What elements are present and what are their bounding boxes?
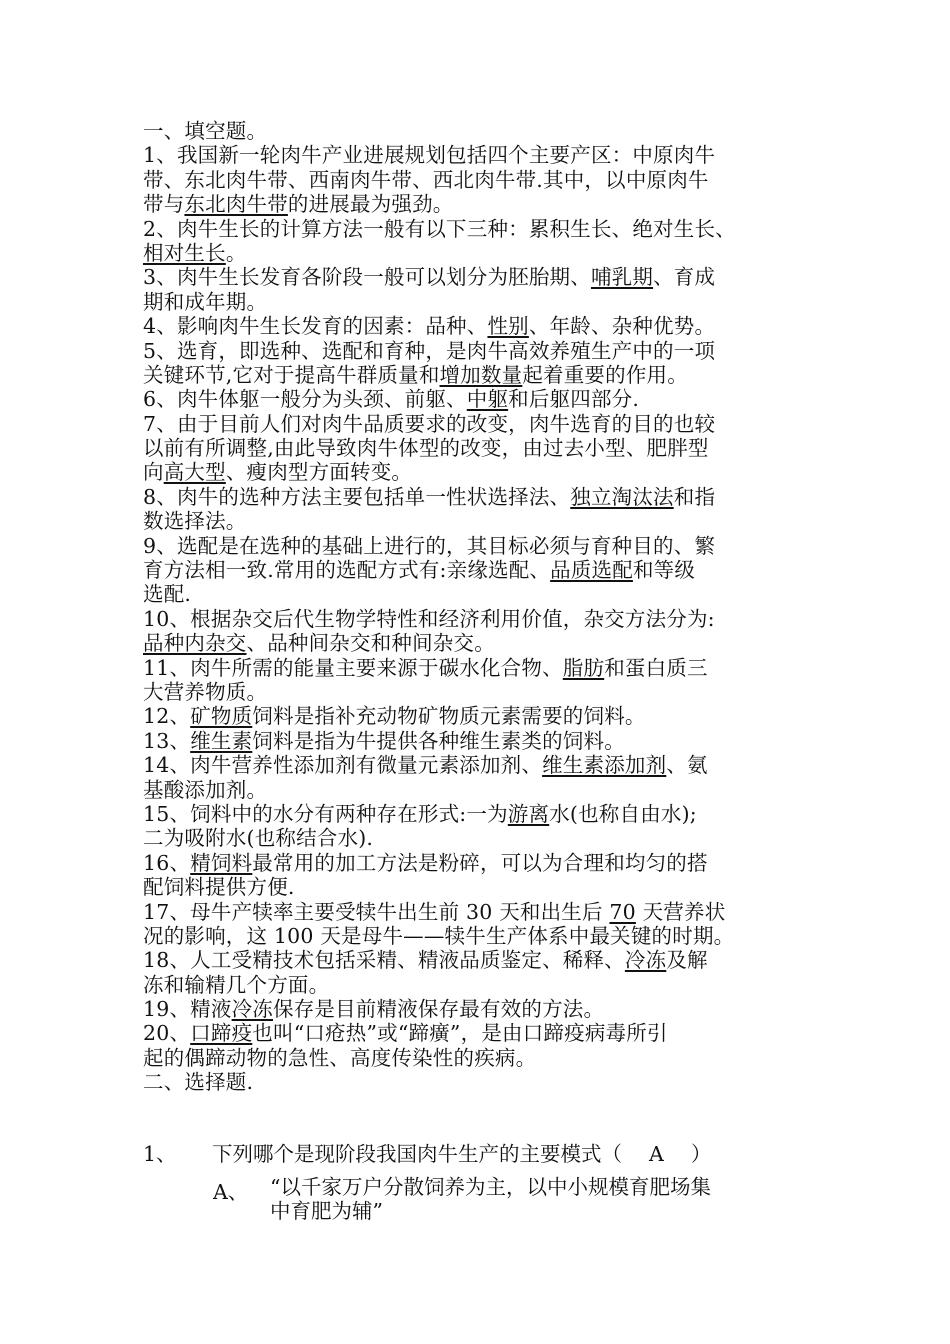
text-line	[143, 168, 811, 192]
answer-blank: 品种内杂交	[143, 631, 247, 656]
option-text	[270, 1175, 711, 1224]
text-segment: 5、选育，即选种、选配和育种，是肉牛高效养殖生产中的一项	[143, 338, 716, 363]
text-segment: 起的偶蹄动物的急性、高度传染性的疾病。	[143, 1045, 537, 1070]
text-line	[143, 802, 811, 826]
answer-blank: 冷冻	[624, 948, 667, 973]
text-line	[143, 973, 811, 997]
text-segment: 19、精液	[143, 997, 232, 1022]
text-segment: 关键环节,它对于提高牛群质量和	[143, 362, 440, 387]
text-segment: 18、人工受精技术包括采精、精液品质鉴定、稀释、	[143, 948, 625, 973]
text-line	[143, 778, 811, 802]
text-line	[143, 265, 811, 289]
text-segment: 饲料是指补充动物矿物质元素需要的饲料。	[252, 704, 646, 729]
option-text-line: 中育肥为辅”	[270, 1199, 383, 1224]
answer-blank: 东北肉牛带	[184, 192, 288, 217]
text-segment: 的进展最为强劲。	[287, 192, 454, 217]
text-segment: 天营养状	[635, 899, 726, 924]
text-line	[143, 1046, 811, 1070]
option-text-line: “以千家万户分散饲养为主，以中小规模育肥场集	[270, 1175, 711, 1199]
fill-in-blank-section	[143, 119, 811, 1095]
text-line	[143, 631, 811, 655]
text-segment: 保存是目前精液保存最有效的方法。	[273, 997, 605, 1022]
text-segment: 2、肉牛生长的计算方法一般有以下三种：累积生长、绝对生长、	[143, 216, 736, 241]
text-segment: 16、	[143, 850, 191, 875]
text-segment: 7、由于目前人们对肉牛品质要求的改变，肉牛选育的目的也较	[143, 411, 716, 436]
text-segment: 11、肉牛所需的能量主要来源于碳水化合物、	[143, 655, 563, 680]
text-line	[143, 851, 811, 875]
option-label: A、	[213, 1180, 249, 1204]
text-segment: 带、东北肉牛带、西南肉牛带、西北肉牛带.其中，以中原肉牛	[143, 167, 709, 192]
text-segment: 以前有所调整,由此导致肉牛体型的改变，由过去小型、肥胖型	[143, 436, 709, 461]
text-segment: 12、	[143, 704, 191, 729]
text-segment: 数选择法。	[143, 509, 247, 534]
text-segment: 育方法相一致.常用的选配方式有:亲缘选配、	[143, 558, 551, 583]
text-line	[143, 387, 811, 411]
text-line	[143, 290, 811, 314]
text-line	[143, 363, 811, 387]
text-line	[143, 729, 811, 753]
text-line	[143, 460, 811, 484]
answer-blank: 冷冻	[231, 997, 273, 1022]
text-line	[143, 119, 811, 143]
text-line	[143, 314, 811, 338]
text-segment: 10、根据杂交后代生物学特性和经济利用价值，杂交方法分为:	[143, 606, 715, 631]
answer-blank: 独立淘汰法	[570, 484, 674, 509]
text-segment: 最常用的加工方法是粉碎，可以为合理和均匀的搭	[252, 850, 708, 875]
text-segment: 二为吸附水(也称结合水).	[143, 826, 374, 851]
text-line	[143, 192, 811, 216]
question-stem: 下列哪个是现阶段我国肉牛生产的主要模式（ A ）	[212, 1142, 712, 1166]
text-line	[143, 680, 811, 704]
text-segment: 14、肉牛营养性添加剂有微量元素添加剂、	[143, 753, 543, 778]
text-segment: 和后躯四部分.	[508, 387, 640, 412]
text-line	[143, 509, 811, 533]
answer-blank: 相对生长	[143, 240, 226, 265]
text-segment: 9、选配是在选种的基础上进行的，其目标必须与育种目的、繁	[143, 533, 716, 558]
answer-blank: 脂肪	[562, 655, 605, 680]
text-segment: 二、选择题.	[143, 1070, 254, 1095]
text-line	[143, 217, 811, 241]
text-segment: 带与	[143, 192, 185, 217]
text-segment: 一、填空题。	[143, 119, 268, 143]
text-segment: 也叫“口疮热”或“蹄癀”，是由口蹄疫病毒所引	[252, 1021, 668, 1046]
question-number: 1、	[143, 1142, 177, 1166]
text-line	[143, 948, 811, 972]
text-segment: 选配.	[143, 582, 192, 607]
answer-blank: 维生素	[190, 728, 253, 753]
text-line	[143, 924, 811, 948]
answer-blank: 游离	[507, 801, 550, 826]
text-segment: 、氨	[666, 753, 708, 778]
text-segment: 及解	[666, 948, 708, 973]
answer-blank: 性别	[487, 314, 529, 339]
text-segment: 20、	[143, 1021, 191, 1046]
text-line	[143, 241, 811, 265]
text-segment: 6、肉牛体躯一般分为头颈、前躯、	[143, 387, 467, 412]
text-segment: 期和成年期。	[143, 289, 268, 314]
text-segment: 况的影响，这 100 天是母牛——犊牛生产体系中最关键的时期。	[143, 923, 735, 948]
text-line	[143, 1070, 811, 1094]
text-segment: 4、影响肉牛生长发育的因素：品种、	[143, 314, 488, 339]
text-segment: 大营养物质。	[143, 679, 268, 704]
text-segment: 3、肉牛生长发育各阶段一般可以划分为胚胎期、	[143, 265, 591, 290]
answer-blank: 矿物质	[190, 704, 253, 729]
text-segment: 15、饲料中的水分有两种存在形式:一为	[143, 801, 508, 826]
text-segment: 和等级	[632, 558, 696, 583]
text-segment: 1、我国新一轮肉牛产业进展规划包括四个主要产区：中原肉牛	[143, 143, 716, 168]
text-segment: 17、母牛产犊率主要受犊牛出生前 30 天和出生后	[143, 899, 610, 924]
text-segment: 起着重要的作用。	[522, 362, 688, 387]
text-segment: 和蛋白质三	[604, 655, 708, 680]
text-line	[143, 997, 811, 1021]
text-segment: 基酸添加剂。	[143, 777, 268, 802]
text-line	[143, 143, 811, 167]
text-segment: 、育成	[653, 265, 716, 290]
answer-blank: 精饲料	[190, 850, 253, 875]
text-segment: 向	[143, 460, 164, 485]
answer-blank: 中躯	[466, 387, 509, 412]
text-segment: 、品种间杂交和种间杂交。	[246, 631, 495, 656]
answer-blank: 维生素添加剂	[542, 753, 667, 778]
text-line	[143, 436, 811, 460]
answer-blank: 增加数量	[439, 362, 523, 387]
text-line	[143, 485, 811, 509]
text-segment: 8、肉牛的选种方法主要包括单一性状选择法、	[143, 484, 571, 509]
answer-blank: 高大型	[163, 460, 226, 485]
text-line	[143, 582, 811, 606]
text-line	[143, 826, 811, 850]
text-segment: 水(也称自由水);	[549, 801, 697, 826]
text-segment: 13、	[143, 728, 191, 753]
answer-blank: 口蹄疫	[190, 1021, 253, 1046]
text-line	[143, 339, 811, 363]
text-segment: 。	[225, 240, 247, 265]
answer-blank: 70	[609, 899, 636, 924]
text-segment: 、瘦肉型方面转变。	[225, 460, 413, 485]
text-line	[143, 1021, 811, 1045]
text-line	[143, 607, 811, 631]
answer-blank: 品质选配	[550, 558, 633, 583]
text-line	[143, 656, 811, 680]
text-line	[143, 875, 811, 899]
text-line	[143, 534, 811, 558]
text-segment: 、年龄、杂种优势。	[528, 314, 716, 339]
text-line	[143, 704, 811, 728]
text-segment: 配饲料提供方便.	[143, 875, 295, 900]
text-line	[143, 558, 811, 582]
text-segment: 冻和输精几个方面。	[143, 972, 330, 997]
answer-blank: 哺乳期	[590, 265, 654, 290]
text-line	[143, 412, 811, 436]
text-segment: 和指	[673, 484, 716, 509]
text-line	[143, 900, 811, 924]
text-line	[143, 753, 811, 777]
text-segment: 饲料是指为牛提供各种维生素类的饲料。	[252, 728, 625, 753]
